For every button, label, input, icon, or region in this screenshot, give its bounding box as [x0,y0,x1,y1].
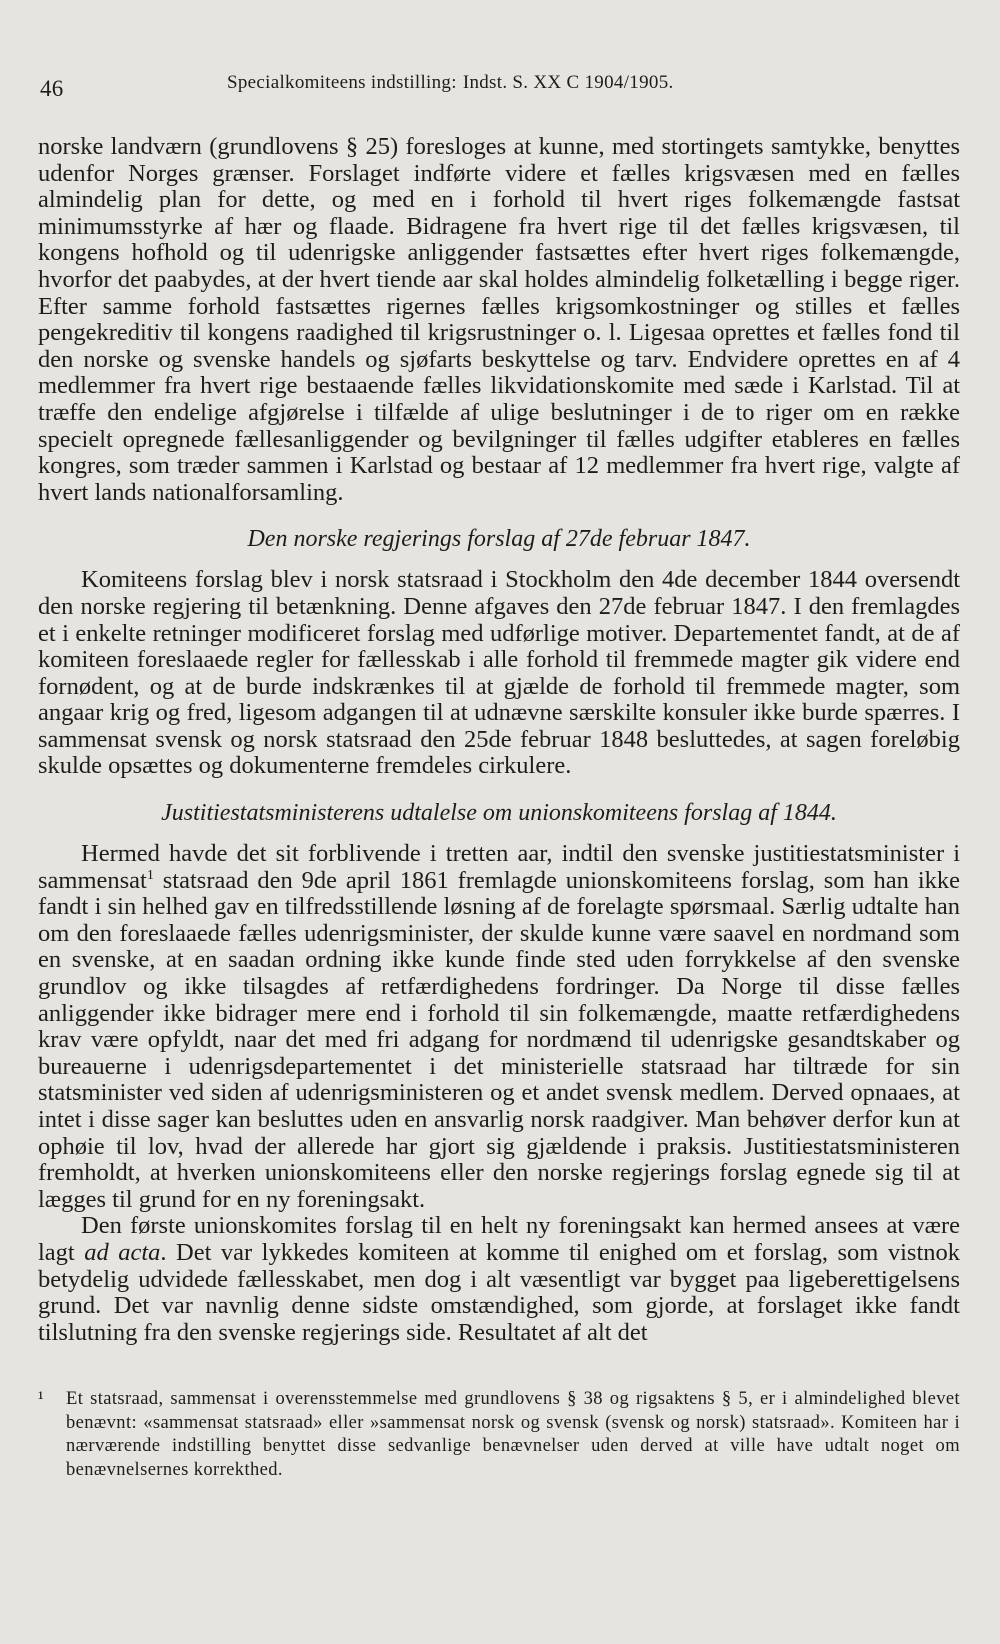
footnote-text: Et statsraad, sammensat i overensstemmelse med grundlovens § 38 og rigsaktens § 5, er i almindelighed blevet benævnt: «sammensat statsraad» eller »sammensat norsk og svensk (svensk og norsk) statsraad». Komiteen har i nærværende indstilling benyttet disse sedvanlige benævnelser uden derved at ville have udtalt noget om benævnelsernes korrekthed. [66,1389,960,1480]
footnote-mark: ¹ [38,1389,44,1410]
footnote-section [38,1388,960,1482]
document-reference: Indst. S. XX C 1904/1905. [462,72,674,93]
section-heading-justice-minister: Justitiestatsministerens udtalelse om unionskomiteens forslag af 1844. [161,800,837,827]
body-text [38,134,960,1346]
paragraph-first-committee [38,1213,960,1346]
paragraph-continuation: norske landværn (grundlovens § 25) foresloges at kunne, med stortingets samtykke, benyttes udenfor Norges grænser. Forslaget indførte videre et fælles krigsvæsen med en fælles almindelig plan for dette, og med en i forhold til hvert riges folkemængde fastsat minimumsstyrke af hær og flaade. Bidragene fra hvert rige til det fælles krigsvæsen, til kongens hofhold og til udenrigske anliggender fastsættes efter hvert riges folkemængde, hvorfor det paabydes, at der hvert tiende aar skal holdes almindelig folketælling i begge riger. Efter samme forhold fastsættes rigernes fælles krigsomkostninger og stilles et fælles pengekreditiv til kongens raadighed til krigsrustninger o. l. Ligesaa oprettes et fælles fond til den norske og svenske handels og sjøfarts beskyttelse og tarv. Endvidere oprettes en af 4 medlemmer fra hvert rige bestaaende fælles likvidationskomite med sæde i Karlstad. Til at træffe den endelige afgjørelse i tilfælde af ulige beslutninger i de to riger om en række specielt opregnede fællesanliggender og bevilgninger til fælles udgifter etableres en fælles kongres, som træder sammen i Karlstad og bestaar af 12 medlemmer fra hvert rige, valgte af hvert lands nationalforsamling. [38,133,960,506]
paragraph-text: . Det var lykkedes komiteen at komme til enighed om et forslag, som vistnok betydelig udvidede fællesskabet, men dog i alt væsentligt var bygget paa ligeberettigelsens grund. Det var navnlig denne sidste omstændighed, som gjorde, at forslaget ikke fandt tilslutning fra den svenske regjerings side. Resultatet af alt det [38,1238,960,1346]
section-heading-1847: Den norske regjerings forslag af 27de februar 1847. [247,526,751,553]
page-header [38,70,960,104]
paragraph-text: Hermed havde det sit forblivende i tretten aar, indtil den svenske justitiestatsminister i sammensat [38,840,960,894]
paragraph-justice-minister [38,841,960,1213]
footnote-1 [38,1388,960,1482]
paragraph-text: statsraad den 9de april 1861 fremlagde unionskomiteens forslag, som han ikke fandt i sin helhed gav en tilfredsstillende løsning af de forelagte spørsmaal. Særlig udtalte han om den foreslaaede fælles udenrigsminister, der skulde kunne være saavel en nordmand som en svenske, at en saadan ordning ikke kunde finde sted uden forrykkelse af den svenske grundlov og ikke tilsagdes af retfærdighedens fordringer. Da Norge til disse fælles anliggender ikke bidrager mere end i forhold til sin folkemængde, maatte retfærdighedens krav være opfyldt, naar det med fri adgang for nordmænd til udenrigske gesandtskaber og bureauerne i udenrigsdepartementet i det ministerielle statsraad har tiltræde for sin statsminister ved siden af udenrigsministeren og et andet svensk medlem. Derved opnaaes, at intet i disse sager kan besluttes uden en ansvarlig norsk raadgiver. Man behøver derfor kun at ophøie til lov, hvad der allerede har gjort sig gjældende i praksis. Justitiestatsministeren fremholdt, at hverken unionskomiteens eller den norske regjerings forslag egnede sig til at lægges til grund for en ny foreningsakt. [38,866,960,1213]
footnote-reference: 1 [146,867,154,883]
running-title: Specialkomiteens indstilling: [227,72,457,93]
paragraph-text: Den første unionskomites forslag til en helt ny foreningsakt kan hermed ansees at være lagt [38,1212,960,1266]
italic-term: ad acta [84,1238,161,1266]
running-head [227,72,674,94]
paragraph-1847-proposal: Komiteens forslag blev i norsk statsraad i Stockholm den 4de december 1844 oversendt den norske regjering til betænkning. Denne afgaves den 27de februar 1847. I den fremlagdes et i enkelte retninger modificeret forslag med udførlige motiver. Departementet fandt, at de af komiteen foreslaaede regler for fællesskab i alle forhold til fremmede magter gik videre end fornødent, og at de burde indskrænkes til at gjælde de forhold til fremmede magter, som angaar krig og fred, ligesom adgangen til at udnævne særskilte konsuler ikke burde spærres. I sammensat svensk og norsk statsraad den 25de februar 1848 besluttedes, at sagen foreløbig skulde opsættes og dokumenterne fremdeles cirkulere. [38,566,960,780]
page-number: 46 [40,76,64,101]
